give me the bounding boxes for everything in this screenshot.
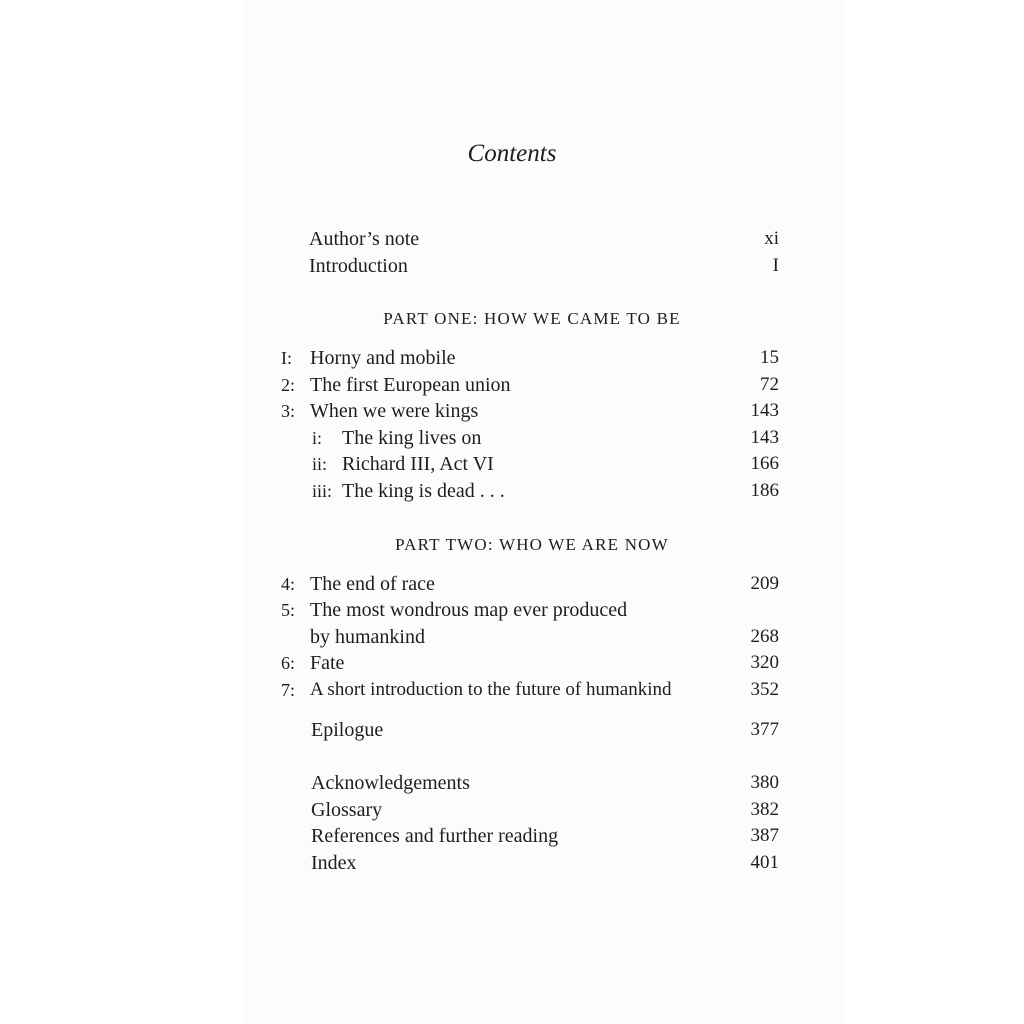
toc-entry-chapter: The end of race — [310, 573, 435, 595]
page-number: 268 — [750, 626, 779, 647]
chapter-number: 2: — [281, 375, 296, 395]
page-number: xi — [764, 228, 779, 249]
page-number: 15 — [760, 347, 779, 368]
subchapter-number: i: — [312, 428, 323, 448]
toc-entry-chapter-continued: by humankind — [310, 626, 425, 648]
subchapter-number: ii: — [312, 454, 328, 474]
page-number: 382 — [750, 799, 779, 820]
chapter-number: 3: — [281, 401, 296, 421]
toc-entry-subchapter: The king lives on — [342, 427, 482, 449]
contents-title: Contents — [467, 140, 557, 167]
toc-entry-introduction: Introduction — [309, 255, 408, 277]
page-number: I — [772, 255, 779, 276]
subchapter-number: iii: — [312, 481, 333, 501]
toc-entry-authors-note: Author’s note — [309, 228, 420, 250]
chapter-number: I: — [281, 348, 292, 368]
page-number: 72 — [760, 374, 779, 395]
toc-entry-chapter: When we were kings — [310, 400, 479, 422]
page-number: 352 — [750, 679, 779, 700]
chapter-number: 6: — [281, 653, 296, 673]
page-number: 143 — [750, 427, 779, 448]
toc-entry-glossary: Glossary — [311, 799, 383, 821]
toc-entry-acknowledgements: Acknowledgements — [311, 772, 470, 794]
page-number: 143 — [750, 400, 779, 421]
toc-entry-index: Index — [311, 852, 357, 874]
page-number: 320 — [750, 652, 779, 673]
page-number: 209 — [750, 573, 779, 594]
toc-entry-epilogue: Epilogue — [311, 719, 384, 741]
toc-entry-chapter: A short introduction to the future of humankind — [310, 679, 672, 700]
toc-entry-subchapter: The king is dead . . . — [342, 480, 505, 502]
page-number: 377 — [750, 719, 779, 740]
toc-entry-chapter: The first European union — [310, 374, 511, 396]
toc-entry-subchapter: Richard III, Act VI — [342, 453, 494, 475]
chapter-number: 7: — [281, 680, 296, 700]
chapter-number: 4: — [281, 574, 296, 594]
page-number: 387 — [750, 825, 779, 846]
part-two-heading: PART TWO: WHO WE ARE NOW — [395, 535, 669, 554]
chapter-number: 5: — [281, 600, 296, 620]
page-number: 186 — [750, 480, 779, 501]
page-number: 380 — [750, 772, 779, 793]
page-number: 401 — [750, 852, 779, 873]
page-number: 166 — [750, 453, 779, 474]
toc-entry-chapter: Fate — [310, 652, 345, 674]
toc-entry-chapter: The most wondrous map ever produced — [310, 599, 628, 621]
toc-entry-references: References and further reading — [311, 825, 559, 847]
toc-entry-chapter: Horny and mobile — [310, 347, 456, 369]
part-one-heading: PART ONE: HOW WE CAME TO BE — [383, 309, 681, 328]
